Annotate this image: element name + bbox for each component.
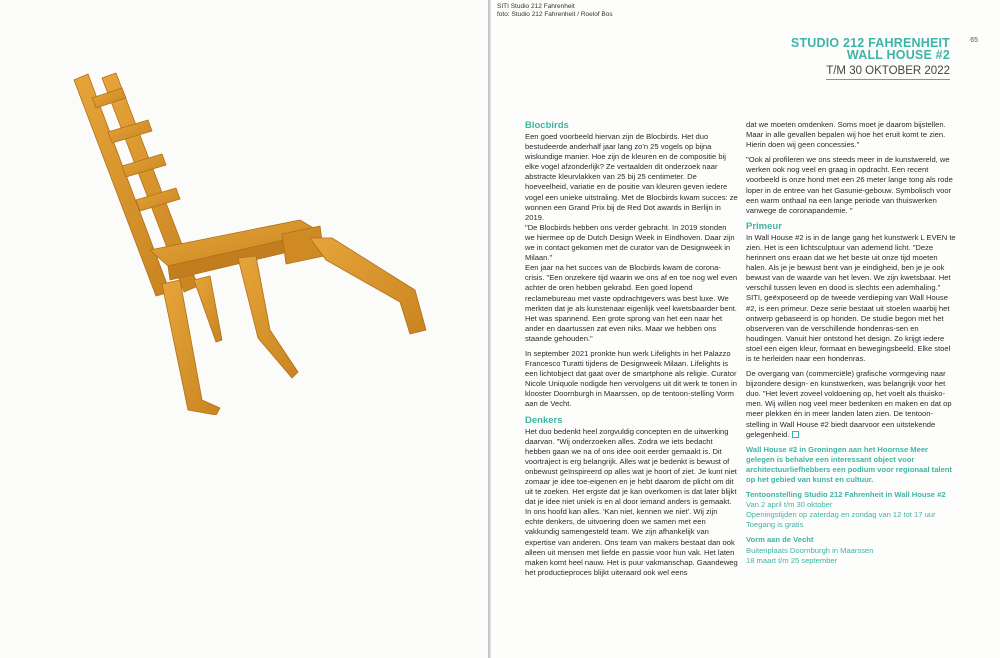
paragraph-with-end-mark: [746, 369, 956, 440]
section-heading-denkers: Denkers: [525, 414, 563, 426]
header-title: STUDIO 212 FAHRENHEIT: [790, 36, 950, 50]
info-line: Toegang is gratis: [746, 520, 804, 530]
text-column-2: [746, 120, 956, 566]
info-line: 18 maart t/m 25 september: [746, 555, 838, 565]
paragraph: Een goed voorbeeld hiervan zijn de Blocbirds. Het duo bestudeerde anderhalf jaar lang zo'n 25 vogels op bijna wiskundige manier. Hoe zijn de kleuren en de compositie bij elke vogel afzonderlijk? Ze vertaalden dit onderzoek naar abstracte kleurvlakken van 25 bij 25 centimeter. De hoeveelheid, variatie en de positie van kleuren geven iedere vogel een unieke uitstraling. Met de Blocbirds kwam succes: ze wonnen een Grand Prix bij de Red Dot awards in Berlijn in 2019.: [525, 132, 738, 222]
paragraph: SITI, geëxposeerd op de tweede verdieping van Wall House #2, is een primeur. Deze serie bestaat uit stoelen waarbij het ontwerp gebaseerd is op honden. De studie begon met het observeren van de verschillende hondenras-sen en houdingen. Vanuit hier ontstond het design. Zo krijgt iedere stoel een eigen kleur, formaat en bewegingsbeeld. Elke stoel is te herleiden naar een hondenras.: [746, 293, 951, 363]
paragraph: Het duo bedenkt heel zorgvuldig concepten en de uitwerking daarvan. "Wij onderzoeken alles. Zodra we iets bedacht hebben gaan we na of ons idee ooit eerder gemaakt is. Dit voortraject is erg belangrijk. Alles wat je bedenkt is bewust of onbewust geïnspireerd op alles wat je hoort of ziet. Je kunt niet zomaar je idee toe-eigenen en je hebt daarom de plicht om dit uit te zoeken. Het ergste dat je kan overkomen is dat later blijkt dat je idee niet uniek is en al door iemand anders is gemaakt.: [525, 426, 737, 507]
chair-front-leg: [310, 238, 426, 334]
end-mark-icon: [792, 431, 799, 438]
page-number: 65: [970, 37, 978, 44]
section-heading-primeur: Primeur: [746, 220, 782, 232]
info-title-vorm-aan-de-vecht: Vorm aan de Vecht: [746, 535, 814, 545]
info-line: Van 2 april t/m 30 oktober: [746, 500, 833, 510]
photo-credit: [497, 3, 613, 19]
text-column-1: [525, 118, 738, 578]
info-line: Buitenplaats Doornburgh in Maarssen: [746, 545, 874, 555]
credit-line-2: foto: Studio 212 Fahrenheit / Roelof Bos: [497, 11, 613, 18]
paragraph: In Wall House #2 is in de lange gang het kunstwerk L EVEN te zien. Het is een lichtsculptuur van ademend licht. "Deze herinnert ons eraan dat we het beste uit onze tijd moeten halen. Als je je bewust bent van je eindigheid, ben je je ook bewust van de waarde van het leven. We zijn kwetsbaar. Het verschil tussen leven en dood is slechts een ademhaling.": [746, 232, 956, 293]
info-line: Openingstijden op zaterdag en zondag van 12 tot 17 uur: [746, 510, 936, 520]
chair-middle-leg: [238, 256, 298, 378]
chair-photo: [70, 70, 440, 415]
highlight-paragraph: Wall House #2 in Groningen aan het Hoornse Meer gelegen is behalve een interessant object voor architectuurliefhebbers een podium voor regionaal talent op het gebied van kunst en cultuur.: [746, 444, 952, 484]
credit-line-1: SITI Studio 212 Fahrenheit: [497, 3, 575, 10]
header-subtitle: WALL HOUSE #2: [846, 48, 950, 62]
article-header: [791, 37, 950, 80]
paragraph: In september 2021 pronkte hun werk Lifelights in het Palazzo Francesco Turatti tijdens de Designweek Milaan. Lifelights is een lichtobject dat gaat over de smartphone als religie. Curator Nicole Uniquole nodigde hen vervolgens uit dit werk te tonen in klooster Doornburgh in Maarssen, op de tentoon-stelling Vorm aan de Vecht.: [525, 348, 737, 409]
right-page: [491, 0, 1000, 658]
paragraph: "Ook al profileren we ons steeds meer in de kunstwereld, we werken ook nog veel en graag in opdracht. Een recent voorbeeld is onze hond met een 26 meter lange tong als rode loper in de entree van het Gasunie-gebouw. Symbolisch voor een warm onthaal na een lange periode van thuiswerken vanwege de coronapandemie. ": [746, 155, 953, 215]
paragraph: "De Blocbirds hebben ons verder gebracht. In 2019 stonden we hiermee op de Dutch Design Week in Eindhoven. Daar zijn we in contact gekomen met de curator van de Designweek in Milaan.": [525, 222, 735, 263]
paragraph: In ons hoofd kan alles. 'Kan niet, kennen we niet'. Wij zijn echte denkers, de uitvoering doen we samen met een vakkundig samengesteld team. We zijn afhankelijk van expertise van anderen. Ons team van makers bestaat dan ook alleen uit mensen met liefde en passie voor hun vak. Het laten maken komt heel nauw. Het is puur vakmanschap. Gaandeweg het productieproces blijkt uiteraard ook wel eens: [525, 507, 738, 577]
left-page: [0, 0, 488, 658]
section-heading-blocbirds: Blocbirds: [525, 120, 569, 131]
paragraph: Een jaar na het succes van de Blocbirds kwam de corona-crisis. "Een onzekere tijd waarin we ons af en toe nog wel even achter de oren hebben gekrabd. Een goed lopend reclamebureau met vaste opdrachtgevers was best luxe. We merkten dat je als kunstenaar eigenlijk veel kwetsbaarder bent. Het was spannend. Een grote sprong van het een naar het ander en daartussen zat even niks. Maar we hebben ons staande gehouden.": [525, 263, 738, 343]
header-date: T/M 30 OKTOBER 2022: [826, 65, 950, 80]
chair-inner-leg: [194, 276, 222, 342]
info-title-exhibition: Tentoonstelling Studio 212 Fahrenheit in Wall House #2: [746, 490, 946, 500]
paragraph: dat we moeten omdenken. Soms moet je daarom bijstellen. Maar in alle gevallen bepalen wij hoe het eruit komt te zien. Hierin doen wij geen concessies.": [746, 120, 946, 150]
paragraph-text: De overgang van (commerciële) grafische vormgeving naar bijzondere design- en kunstwerken, was belangrijk voor het duo. "Het levert zoveel voldoening op, het voelt als thuisko-men. Wij willen nog veel meer bedenken en maken en dat op meer plekken én in meer landen laten zien. De tentoon-stelling in Wall House #2 biedt daarvoor een uitstekende gelegenheid.: [746, 369, 952, 439]
